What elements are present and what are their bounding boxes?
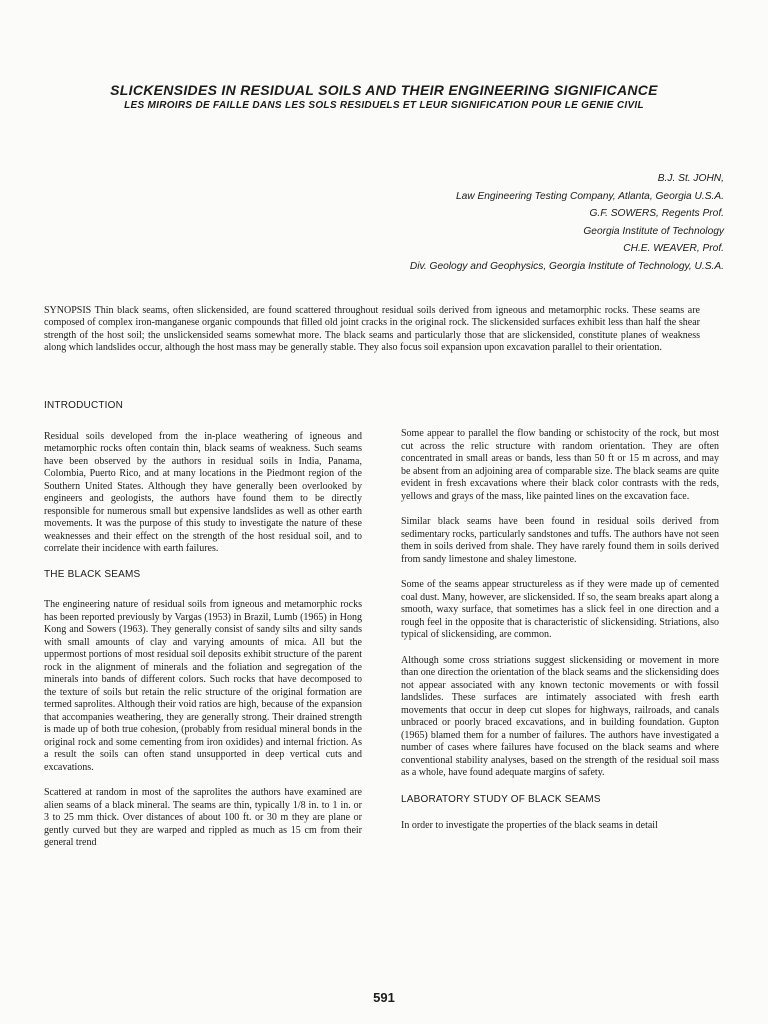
paragraph: Some of the seams appear structureless as if they were made up of cemented coal dust. Many, however, are slickensided. If so, the seam breaks apart along a smooth, waxy surface, that sometimes has a slick feel in one direction and a rough feel in the opposite that is characteristic of slickensiding. Striations, also typical of slickensiding, are common. xyxy=(401,579,719,640)
section-heading-laboratory-study: LABORATORY STUDY OF BLACK SEAMS xyxy=(401,793,601,805)
author-affiliation: Law Engineering Testing Company, Atlanta, Georgia U.S.A. xyxy=(455,190,724,202)
paragraph: In order to investigate the properties of the black seams in detail xyxy=(401,820,658,831)
right-column xyxy=(401,428,719,846)
paragraph: Although some cross striations suggest slickensiding or movement in more than one direction the orientation of the black seams and the slickensiding does not appear associated with any known tectonic movements or with fossil landslides. These surfaces are intimately associated with fresh earth movements that occur in deep cut slopes for highways, railroads, and canals unbraced or poorly braced excavations, and in building foundation. Gupton (1965) blamed them for a number of failures. The authors have investigated a number of cases where failures have focused on the black seams and where conventional stability analyses, based on the strength of the residual soil mass as a whole, have found adequate margins of safety. xyxy=(401,654,719,778)
page-number: 591 xyxy=(373,990,395,1005)
paragraph: Scattered at random in most of the saprolites the authors have examined are alien seams of a black mineral. The seams are thin, typically 1/8 in. to 1 in. or 3 to 25 mm thick. Over distances of about 100 ft. or 30 m they are plane or gently curved but they are warped and rippled as much as 15 cm from their general trend xyxy=(44,787,362,848)
paper-subtitle-french: LES MIROIRS DE FAILLE DANS LES SOLS RESIDUELS ET LEUR SIGNIFICATION POUR LE GENIE CIVIL xyxy=(124,100,644,111)
section-heading-black-seams: THE BLACK SEAMS xyxy=(44,568,141,580)
paper-title: SLICKENSIDES IN RESIDUAL SOILS AND THEIR ENGINEERING SIGNIFICANCE xyxy=(110,82,658,98)
paragraph: Similar black seams have been found in residual soils derived from sedimentary rocks, particularly sandstones and tuffs. The authors have not seen them in soils derived from shale. They have rarely found them in soils derived from sandy limestone and shaley limestone. xyxy=(401,516,719,565)
paragraph: The engineering nature of residual soils from igneous and metamorphic rocks has been reported previously by Vargas (1953) in Brazil, Lumb (1965) in Hong Kong and Sowers (1963). They generally consist of sandy silts and silty sands with small amounts of clay and varying amounts of mica. All but the uppermost portions of most residual soil deposits exhibit structure of the parent rock in the alignment of minerals and the foliation and segregation of the minerals into bands of different colors. Such rocks that have decomposed to the texture of soils but retain the relic structure of the original formation are termed saprolites. Although their void ratios are high, because of the expansion that accompanies weathering, they are generally strong. Their drained strength is made up of both true cohesion, (probably from residual mineral bonds in the original rock and some cementing from iron oxidides) and internal friction. As a result the soils can often stand unsupported in deep vertical cuts and excavations. xyxy=(44,599,362,773)
left-column xyxy=(44,400,362,863)
section-heading-introduction: INTRODUCTION xyxy=(44,400,124,411)
synopsis-label: SYNOPSIS xyxy=(44,305,92,316)
author-name: G.F. SOWERS, Regents Prof. xyxy=(589,208,724,220)
author-affiliation: Div. Geology and Geophysics, Georgia Institute of Technology, U.S.A. xyxy=(409,260,724,272)
author-block xyxy=(410,170,724,276)
author-affiliation: Georgia Institute of Technology xyxy=(583,225,724,237)
author-name: CH.E. WEAVER, Prof. xyxy=(623,243,724,255)
synopsis-text: Thin black seams, often slickensided, are found scattered throughout residual soils derived from igneous and metamorphic rocks. These seams are composed of complex iron-manganese organic compounds that filled old joint cracks in the original rock. The slickensided surfaces exhibit less than half the shear strength of the host soil; the unslickensided seams somewhat more. The black seams and particularly those that are slickensided, constitute planes of weakness along which landslides occur, although the host mass may be generally stable. They also focus soil expansion upon excavation parallel to their orientation. xyxy=(44,305,700,354)
synopsis xyxy=(44,305,700,355)
author-name: B.J. St. JOHN, xyxy=(657,173,724,184)
paragraph: Residual soils developed from the in-place weathering of igneous and metamorphic rocks often contain thin, black seams of weakness. Such seams have been observed by the authors in residual soils in India, Panama, Colombia, Puerto Rico, and at many locations in the Piedmont region of the Southern United States. Although they have generally been overlooked by engineers and geologists, the authors have found them to be directly responsible for numerous small but expensive landslides as well as other earth movements. It was the purpose of this study to investigate the nature of these weaknesses and their effect on the strength of the host residual soil, and to correlate their incidence with earth failures. xyxy=(44,430,362,554)
paragraph: Some appear to parallel the flow banding or schistocity of the rock, but most cut across the relic structure with random orientation. They are often concentrated in small areas or bands, less than 50 ft or 15 m across, and may be absent from an adjoining area of comparable size. The black seams are quite evident in fresh excavations where their black color contrasts with the reds, yellows and grays of the mass, like painted lines on the excavation face. xyxy=(401,428,719,502)
